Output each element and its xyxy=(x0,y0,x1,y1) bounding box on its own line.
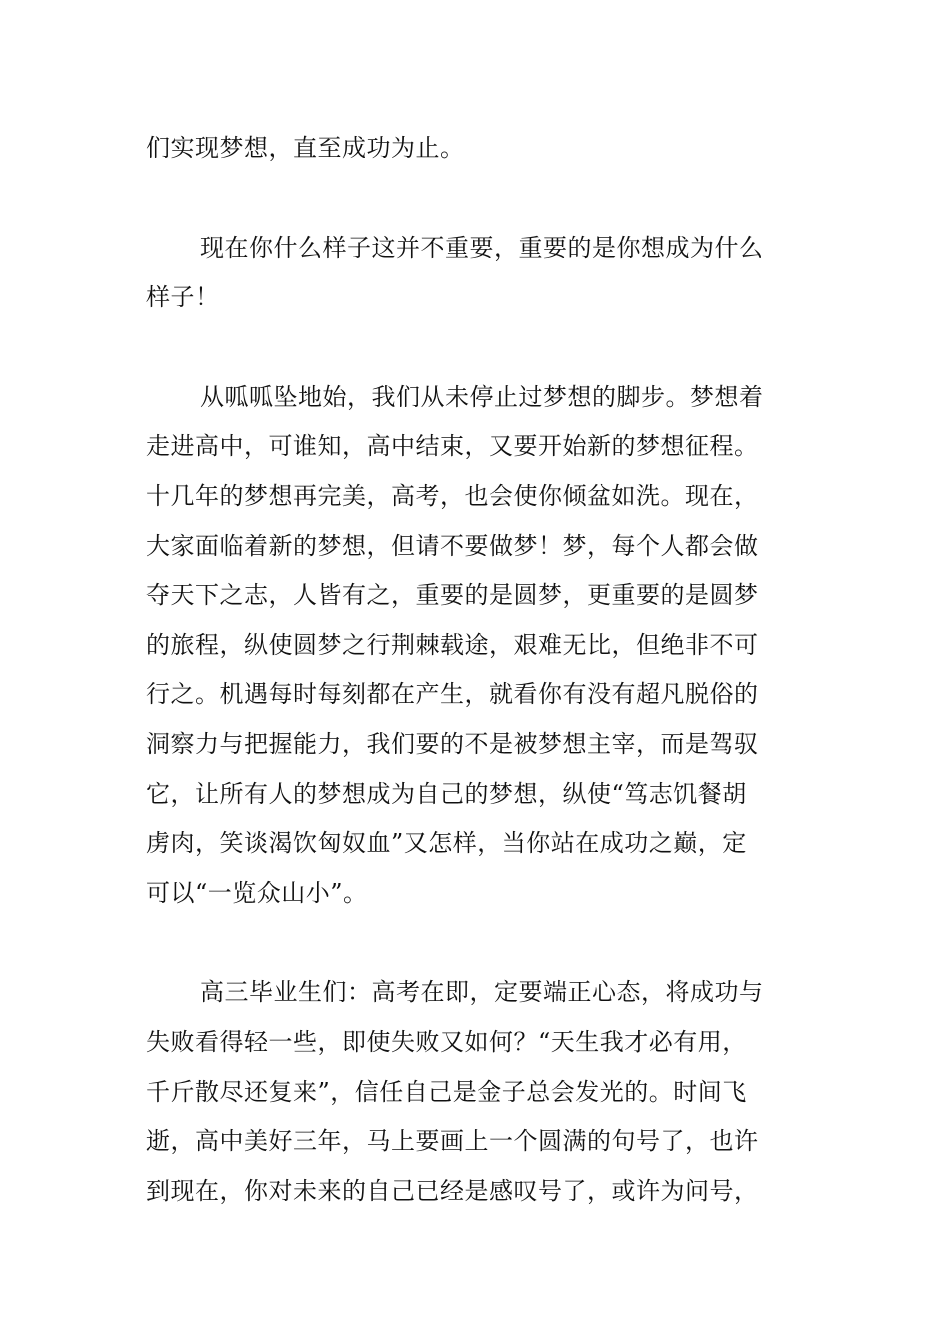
paragraph-3 xyxy=(146,373,808,919)
paragraph-line: 高三毕业生们：高考在即，定要端正心态，将成功与 xyxy=(200,978,764,1007)
paragraph-line: 虏肉，笑谈渴饮匈奴血”又怎样，当你站在成功之巅，定 xyxy=(146,829,747,858)
paragraph-line: 十几年的梦想再完美，高考，也会使你倾盆如洗。现在， xyxy=(146,481,759,510)
paragraph-gap xyxy=(146,918,808,968)
paragraph-line: 夺天下之志，人皆有之，重要的是圆梦，更重要的是圆梦 xyxy=(146,581,759,610)
paragraph-line: 的旅程，纵使圆梦之行荆棘载途，艰难无比，但绝非不可 xyxy=(146,630,759,659)
paragraph-line: 从呱呱坠地始，我们从未停止过梦想的脚步。梦想着 xyxy=(200,382,764,411)
paragraph-4 xyxy=(146,968,808,1216)
paragraph-2 xyxy=(146,224,808,323)
paragraph-gap xyxy=(146,174,808,224)
paragraph-line: 逝，高中美好三年，马上要画上一个圆满的句号了，也许 xyxy=(146,1127,759,1156)
paragraph-line: 样子！ xyxy=(146,283,220,312)
paragraph-line: 它，让所有人的梦想成为自己的梦想，纵使“笃志饥餐胡 xyxy=(146,779,747,808)
paragraph-line: 失败看得轻一些，即使失败又如何？“天生我才必有用， xyxy=(146,1027,747,1056)
document-page xyxy=(146,124,808,1216)
paragraph-line: 现在你什么样子这并不重要，重要的是你想成为什么 xyxy=(200,233,764,262)
paragraph-1 xyxy=(146,124,808,174)
paragraph-line: 可以“一览众山小”。 xyxy=(146,878,368,907)
paragraph-line: 到现在，你对未来的自己已经是感叹号了，或许为问号， xyxy=(146,1176,759,1205)
paragraph-line: 走进高中，可谁知，高中结束，又要开始新的梦想征程。 xyxy=(146,432,759,461)
paragraph-line: 大家面临着新的梦想，但请不要做梦！梦，每个人都会做 xyxy=(146,531,759,560)
paragraph-line: 洞察力与把握能力，我们要的不是被梦想主宰，而是驾驭 xyxy=(146,729,759,758)
paragraph-line: 千斤散尽还复来”，信任自己是金子总会发光的。时间飞 xyxy=(146,1077,747,1106)
paragraph-gap xyxy=(146,323,808,373)
paragraph-line: 行之。机遇每时每刻都在产生，就看你有没有超凡脱俗的 xyxy=(146,680,759,709)
paragraph-line: 们实现梦想，直至成功为止。 xyxy=(146,134,465,162)
